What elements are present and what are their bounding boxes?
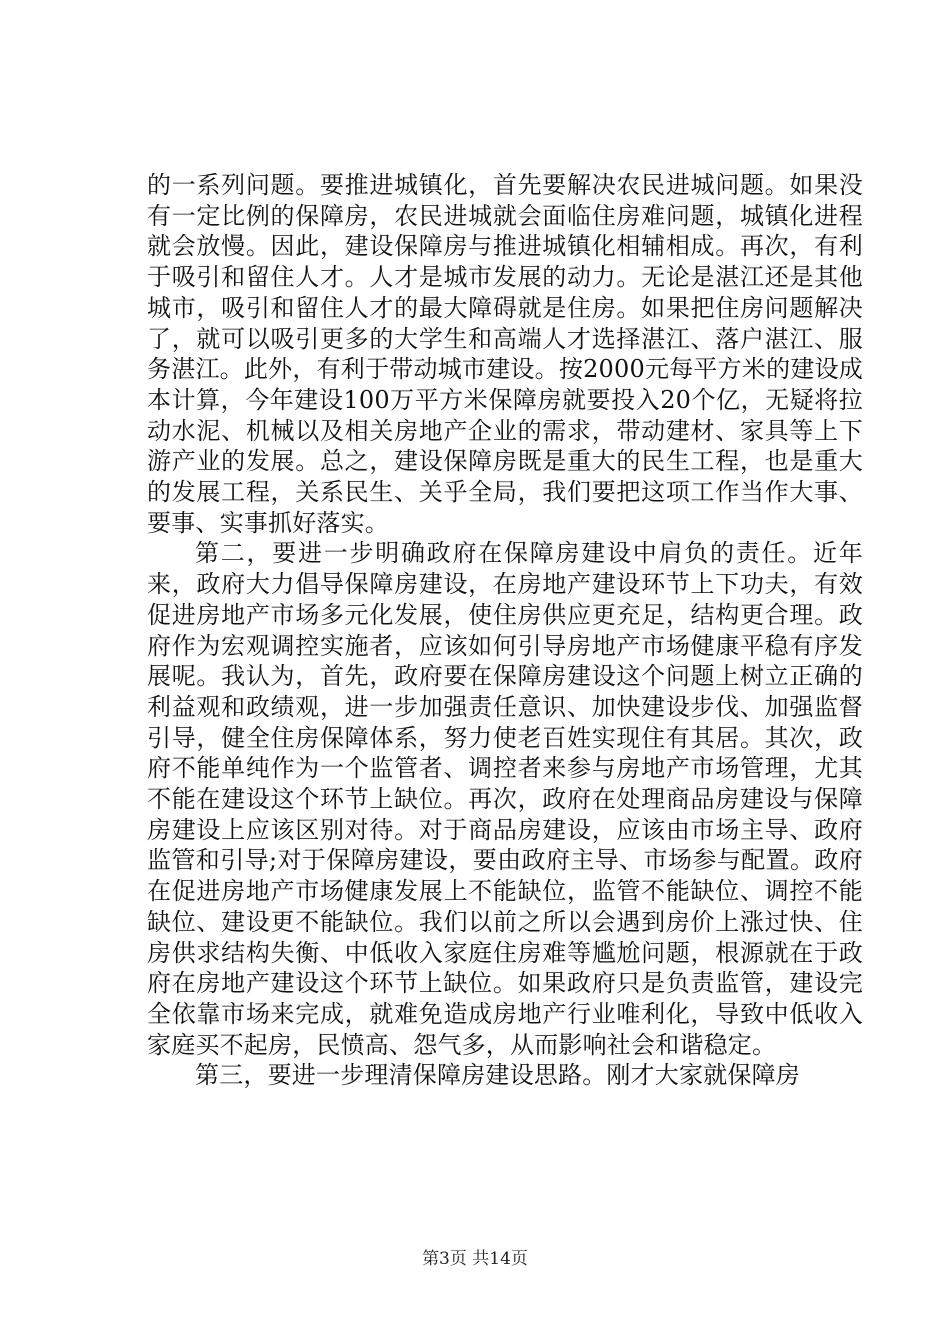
- page-footer: 第3页 共14页: [422, 1249, 528, 1269]
- paragraph-continuation: 的一系列问题。要推进城镇化，首先要解决农民进城问题。如果没有一定比例的保障房，农民进城就会面临住房难问题，城镇化进程就会放慢。因此，建设保障房与推进城镇化相辅相成。再次，有利于吸引和留住人才。人才是城市发展的动力。无论是湛江还是其他城市，吸引和留住人才的最大障碍就是住房。如果把住房问题解决了，就可以吸引更多的大学生和高端人才选择湛江、落户湛江、服务湛江。此外，有利于带动城市建设。按2000元每平方米的建设成本计算，今年建设100万平方米保障房就要投入20个亿，无疑将拉动水泥、机械以及相关房地产企业的需求，带动建材、家具等上下游产业的发展。总之，建设保障房既是重大的民生工程，也是重大的发展工程，关系民生、关乎全局，我们要把这项工作当作大事、要事、实事抓好落实。: [147, 171, 863, 537]
- paragraph-third-point: 第三，要进一步理清保障房建设思路。刚才大家就保障房: [195, 1061, 800, 1090]
- paragraph-second-point: 第二，要进一步明确政府在保障房建设中肩负的责任。近年来，政府大力倡导保障房建设，在房地产建设环节上下功夫，有效促进房地产市场多元化发展，使住房供应更充足，结构更合理。政府作为宏观调控实施者，应该如何引导房地产市场健康平稳有序发展呢。我认为，首先，政府要在保障房建设这个问题上树立正确的利益观和政绩观，进一步加强责任意识、加快建设步伐、加强监督引导，健全住房保障体系，努力使老百姓实现住有其居。其次，政府不能单纯作为一个监管者、调控者来参与房地产市场管理，尤其不能在建设这个环节上缺位。再次，政府在处理商品房建设与保障房建设上应该区别对待。对于商品房建设，应该由市场主导、政府监管和引导;对于保障房建设，要由政府主导、市场参与配置。政府在促进房地产市场健康发展上不能缺位，监管不能缺位、调控不能缺位、建设更不能缺位。我们以前之所以会遇到房价上涨过快、住房供求结构失衡、中低收入家庭住房难等尴尬问题，根源就在于政府在房地产建设这个环节上缺位。如果政府只是负责监管，建设完全依靠市场来完成，就难免造成房地产行业唯利化，导致中低收入家庭买不起房，民愤高、怨气多，从而影响社会和谐稳定。: [147, 539, 863, 1059]
- document-body: [147, 170, 863, 1091]
